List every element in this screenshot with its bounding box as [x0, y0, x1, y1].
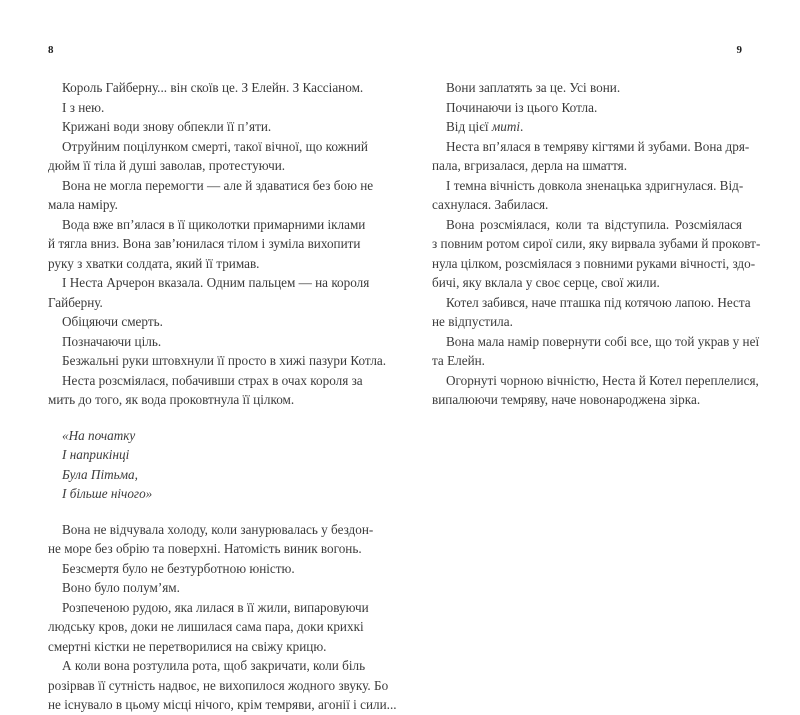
text-line: мала наміру.	[48, 197, 118, 212]
text-line: Вона не могла перемогти — але й здаватися без бою не	[62, 177, 374, 193]
text-line: Вона не відчувала холоду, коли занурювалась у бездон-	[62, 521, 374, 537]
text-line: людську кров, доки не лишилася сама пара, доки крихкі	[48, 619, 364, 634]
text-line: мить до того, як вода проковтнула її цілком.	[48, 392, 295, 407]
italic-word-suffix: .	[520, 119, 524, 134]
text-line: й тягла вниз. Вона зав’юнилася тілом і зуміла вихопити	[48, 236, 361, 251]
paragraph	[432, 117, 742, 137]
text-line: розірвав її сутність надвоє, не вихопилося жодного звуку. Бо	[48, 677, 389, 693]
paragraph	[48, 176, 374, 215]
page-body	[48, 78, 397, 715]
page-number: 8	[48, 44, 54, 56]
paragraph	[48, 656, 397, 715]
poem-line: Була Пітьма,	[62, 466, 138, 482]
text-line: Крижані води знову обпекли її п’яти.	[62, 119, 272, 134]
text-line: Вони заплатять за це. Усі вони.	[446, 80, 621, 95]
text-line: Позначаючи ціль.	[62, 333, 162, 349]
paragraph	[432, 332, 760, 371]
text-line: руку з хватки солдата, який її тримав.	[48, 255, 260, 271]
text-line: Огорнуті чорною вічністю, Неста й Котел переплелися,	[446, 372, 759, 388]
paragraph	[432, 78, 742, 98]
text-line: Обіцяючи смерть.	[62, 314, 163, 329]
paragraph	[48, 312, 358, 332]
text-line: бичі, яку вклала у своє серце, свої жили.	[432, 275, 660, 290]
page-body	[432, 78, 761, 410]
paragraph	[48, 117, 358, 137]
text-line: пала, вгризалася, дерла на шмаття.	[432, 158, 628, 173]
text-line: Починаючи із цього Котла.	[446, 99, 598, 115]
paragraph	[432, 98, 742, 118]
text-line: нула цілком, розсміялася з повними руками вічності, здо-	[432, 255, 756, 271]
text-line: Отруйним поцілунком смерті, такої вічної, що кожний	[62, 138, 368, 154]
paragraph	[48, 332, 358, 352]
text-line: та Елейн.	[432, 353, 485, 368]
paragraph	[48, 371, 363, 410]
paragraph	[48, 78, 364, 98]
paragraph	[432, 215, 761, 293]
text-line: з повним ротом сирої сили, яку вирвала зубами й проковт-	[432, 236, 761, 251]
text-line: Безсмертя було не безтурботною юністю.	[62, 560, 295, 576]
text-line: Гайберну.	[48, 294, 103, 310]
text-line: випалюючи темряву, наче новонароджена зірка.	[432, 392, 701, 407]
text-line: І темна вічність довкола зненацька здригнулася. Від-	[446, 177, 744, 193]
text-line: Неста вп’ялася в темряву кігтями й зубами. Вона дря-	[446, 138, 750, 154]
text-line: Вона розсміялася, коли та відступила. Розсміялася	[446, 216, 742, 232]
paragraph	[48, 559, 358, 579]
paragraph	[48, 137, 368, 176]
text-line: Вода вже вп’ялася в її щиколотки примарними іклами	[62, 216, 366, 232]
paragraph	[48, 273, 370, 312]
paragraph	[48, 98, 358, 118]
text-line: дюйм її тіла й душі заволав, протестуючи.	[48, 158, 286, 173]
text-line: І Неста Арчерон вказала. Одним пальцем — на короля	[62, 275, 370, 290]
text-line: А коли вона розтулила рота, щоб закричати, коли біль	[62, 658, 366, 673]
text-line: смертні кістки не перетворилися на свіжу крицю.	[48, 638, 327, 654]
poem-line: І наприкінці	[62, 447, 130, 462]
text-line: Воно було полум’ям.	[62, 580, 180, 595]
text-line: Котел забився, наче пташка під котячою лапою. Неста	[446, 294, 751, 310]
text-line: Від цієї миті.	[446, 119, 524, 134]
italic-word: миті	[491, 119, 521, 134]
paragraph	[48, 578, 358, 598]
poem-line: І більше нічого»	[62, 486, 153, 501]
text-line: Розпеченою рудою, яка лилася в її жили, випаровуючи	[62, 599, 369, 615]
text-line: Безжальні руки штовхнули її просто в хижі пазури Котла.	[62, 353, 387, 368]
poem-epigraph	[48, 426, 358, 504]
paragraph	[48, 520, 374, 559]
page-number: 9	[736, 44, 742, 56]
paragraph	[48, 351, 387, 371]
text-line: Вона мала намір повернути собі все, що той украв у неї	[446, 333, 760, 349]
paragraph	[432, 371, 759, 410]
poem-line: «На початку	[62, 427, 136, 443]
text-line: не існувало в цьому місці нічого, крім темряви, агонії і сили...	[48, 697, 397, 712]
text-line: Король Гайберну... він скоїв це. З Елейн. З Кассіаном.	[62, 80, 364, 95]
paragraph	[432, 293, 751, 332]
paragraph	[432, 176, 742, 215]
text-line: не море без обрію та поверхні. Натомість виник вогонь.	[48, 541, 362, 556]
text-line: сахнулася. Забилася.	[432, 197, 549, 212]
paragraph	[432, 137, 750, 176]
paragraph	[48, 215, 366, 274]
text-line: Неста розсміялася, побачивши страх в очах короля за	[62, 372, 363, 388]
text-line: не відпустила.	[432, 314, 513, 329]
paragraph	[48, 598, 369, 657]
text-line: І з нею.	[62, 99, 105, 115]
